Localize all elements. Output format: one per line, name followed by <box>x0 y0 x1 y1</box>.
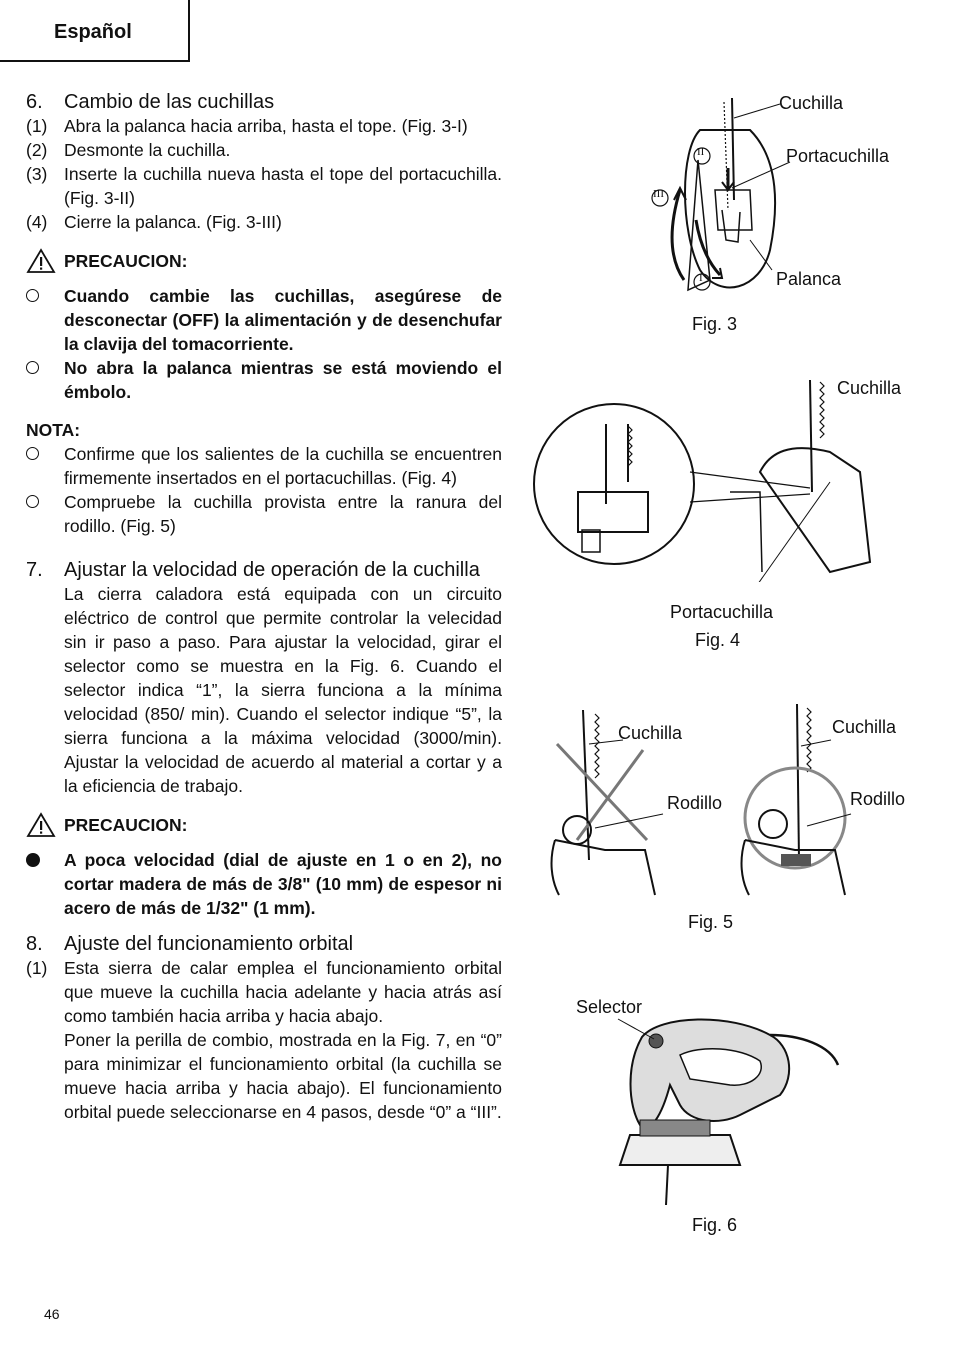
open-circle-icon <box>26 447 39 460</box>
caution-title: PRECAUCION: <box>64 251 188 271</box>
caution-text: No abra la palanca mientras se está moviendo el émbolo. <box>64 358 502 402</box>
open-circle-icon <box>26 361 39 374</box>
note-text: Compruebe la cuchilla provista entre la ranura del rodillo. (Fig. 5) <box>64 492 502 536</box>
label-palanca: Palanca <box>776 269 842 289</box>
note-title: NOTA: <box>26 420 81 440</box>
figure-6 <box>570 995 870 1245</box>
step-marker: (4) <box>26 212 48 232</box>
step-marker: (1) <box>26 116 48 136</box>
step <box>26 956 502 1028</box>
caution-text: Cuando cambie las cuchillas, asegúrese de desconectar (OFF) la alimentación y de desenchufar la clavija del tomacorriente. <box>64 286 502 354</box>
label-rodillo-b: Rodillo <box>850 789 906 809</box>
label-cuchilla-a: Cuchilla <box>618 723 683 743</box>
label-portacuchilla: Portacuchilla <box>786 146 890 166</box>
warning-icon <box>26 248 56 274</box>
label-m1: I <box>699 272 703 284</box>
label-m3: III <box>653 188 664 200</box>
page-number: 46 <box>44 1306 60 1322</box>
blade-lever-illustration <box>640 90 940 340</box>
section-title: Ajustar la velocidad de operación de la cuchilla <box>64 559 480 581</box>
section-title: Ajuste del funcionamiento orbital <box>64 933 354 955</box>
label-rodillo-a: Rodillo <box>667 793 723 813</box>
language-label: Español <box>54 21 132 43</box>
label-m2: II <box>697 146 705 158</box>
step-text: Abra la palanca hacia arriba, hasta el tope. (Fig. 3-I) <box>64 116 468 136</box>
caution-heading <box>26 248 502 274</box>
caution-text: A poca velocidad (dial de ajuste en 1 o en 2), no cortar madera de más de 3/8" (10 mm) de espesor ni acero de más de 1/32" (1 mm). <box>64 850 502 918</box>
step <box>26 138 502 162</box>
note-text: Confirme que los salientes de la cuchilla se encuentren firmemente insertados en el portacuchillas. (Fig. 4) <box>64 444 502 488</box>
warning-icon <box>26 812 56 838</box>
step-marker: (1) <box>26 958 48 978</box>
step-marker: (2) <box>26 140 48 160</box>
section-6-heading <box>26 90 502 114</box>
step-text: Inserte la cuchilla nueva hasta el tope del portacuchilla. (Fig. 3-II) <box>64 164 502 208</box>
step <box>26 114 502 138</box>
figure-caption: Fig. 6 <box>692 1215 738 1235</box>
step-text: Esta sierra de calar emplea el funcionamiento orbital que mueve la cuchilla hacia adelante y hacia atrás así como también hacia arriba y hacia abajo. <box>64 958 502 1026</box>
note-item <box>26 490 502 538</box>
note-item <box>26 442 502 490</box>
figure-caption: Fig. 3 <box>692 314 738 334</box>
caution-item <box>26 848 502 920</box>
label-portacuchilla: Portacuchilla <box>670 602 774 622</box>
figure-5 <box>545 700 945 940</box>
blade-holder-illustration <box>530 372 930 582</box>
figure-4 <box>530 372 930 662</box>
step <box>26 162 502 210</box>
section-number: 7. <box>26 559 43 581</box>
label-cuchilla: Cuchilla <box>837 378 902 398</box>
caution-item <box>26 284 502 356</box>
section-7-heading <box>26 558 502 582</box>
label-cuchilla-b: Cuchilla <box>832 717 897 737</box>
text-column <box>26 82 502 1124</box>
section-8-paragraph: Poner la perilla de combio, mostrada en la Fig. 7, en “0” para minimizar el funcionamiento orbital (la cuchilla se mueve hacia arriba y hacia abajo). El funcionamiento orbital puede seleccionarse en 4 pasos, desde “0” a “III”. <box>64 1030 502 1122</box>
step-text: Desmonte la cuchilla. <box>64 140 231 160</box>
caution-heading <box>26 812 502 838</box>
section-title: Cambio de las cuchillas <box>64 91 275 113</box>
step <box>26 210 502 234</box>
section-8-heading <box>26 932 502 956</box>
section-number: 6. <box>26 91 43 113</box>
open-circle-icon <box>26 289 39 302</box>
open-circle-icon <box>26 495 39 508</box>
label-selector: Selector <box>576 997 643 1017</box>
language-tab <box>0 0 190 62</box>
section-number: 8. <box>26 933 43 955</box>
caution-item <box>26 356 502 404</box>
jigsaw-illustration <box>570 995 870 1205</box>
step-marker: (3) <box>26 164 48 184</box>
section-7-body: La cierra caladora está equipada con un circuito eléctrico de control que permite controlar la velecidad sin ir paso a paso. Para ajustar la velocidad, girar el selector como se muestra en la Fig. 6. Cuando el selector indica “1”, la sierra funciona a la mínima velocidad (850/ min). Cuando el selector indique “5”, la sierra funciona a la máxima velocidad (3000/min). Ajustar la velocidad de acuerdo al material a cortar y a la eficiencia de trabajo. <box>64 584 502 796</box>
caution-title: PRECAUCION: <box>64 815 188 835</box>
filled-circle-icon <box>26 853 40 867</box>
figure-3 <box>640 90 940 340</box>
label-cuchilla: Cuchilla <box>779 93 844 113</box>
figure-caption: Fig. 5 <box>688 912 734 932</box>
figure-caption: Fig. 4 <box>695 630 741 650</box>
step-text: Cierre la palanca. (Fig. 3-III) <box>64 212 282 232</box>
